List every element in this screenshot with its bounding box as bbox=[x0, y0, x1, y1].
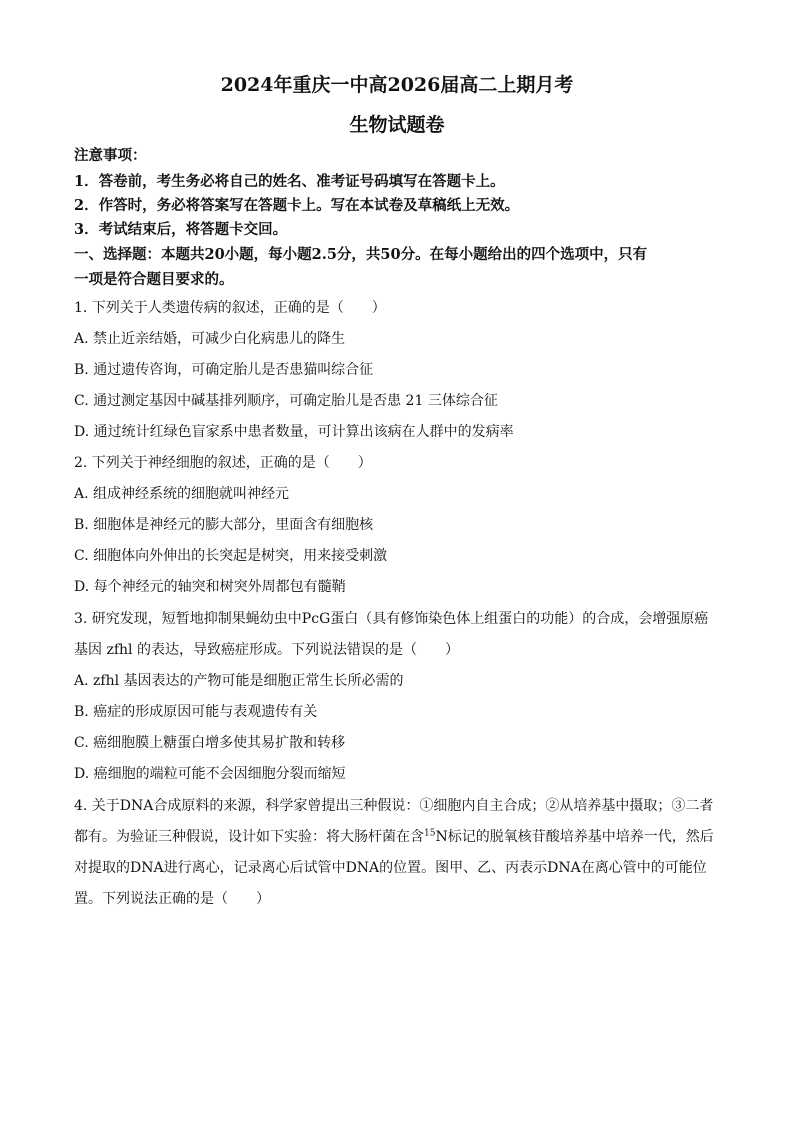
stem-text: 都有。为验证三种假说，设计如下实验：将大肠杆菌在含 bbox=[74, 829, 424, 845]
page-subtitle: 生物试题卷 bbox=[349, 114, 445, 136]
question-stem-cont bbox=[74, 827, 724, 847]
stem-text: N标记的脱氧核苷酸培养基中培养一代，然后 bbox=[435, 829, 714, 845]
question-option: A. zfhl 基因表达的产物可能是细胞正常生长所必需的 bbox=[74, 673, 404, 689]
question-stem-cont: 置。下列说法正确的是（ ） bbox=[74, 891, 270, 907]
question-stem: 1. 下列关于人类遗传病的叙述，正确的是（ ） bbox=[74, 300, 386, 316]
notice-item: 1．答卷前，考生务必将自己的姓名、准考证号码填写在答题卡上。 bbox=[74, 173, 505, 190]
question-option: B. 细胞体是神经元的膨大部分，里面含有细胞核 bbox=[74, 517, 374, 533]
question-stem-cont: 对提取的DNA进行离心，记录离心后试管中DNA的位置。图甲、乙、丙表示DNA在离心管中的可能位 bbox=[74, 860, 707, 876]
question-option: C. 细胞体向外伸出的长突起是树突，用来接受刺激 bbox=[74, 548, 388, 564]
question-option: C. 通过测定基因中碱基排列顺序，可确定胎儿是否患 21 三体综合征 bbox=[74, 393, 498, 409]
question-stem: 4. 关于DNA合成原料的来源，科学家曾提出三种假说：①细胞内自主合成；②从培养基中摄取；③二者 bbox=[74, 798, 714, 814]
isotope-mass-number: 15 bbox=[424, 828, 436, 839]
section-heading: 一、选择题：本题共20小题，每小题2.5分，共50分。在每小题给出的四个选项中，只有 bbox=[74, 246, 648, 263]
notice-item: 3．考试结束后，将答题卡交回。 bbox=[74, 221, 288, 238]
question-option: D. 癌细胞的端粒可能不会因细胞分裂而缩短 bbox=[74, 766, 346, 782]
question-option: B. 通过遗传咨询，可确定胎儿是否患猫叫综合征 bbox=[74, 362, 374, 378]
question-stem: 3. 研究发现，短暂地抑制果蝇幼虫中PcG蛋白（具有修饰染色体上组蛋白的功能）的合成，会增强原癌 bbox=[74, 611, 709, 627]
notice-heading: 注意事项： bbox=[74, 147, 147, 164]
question-stem: 2. 下列关于神经细胞的叙述，正确的是（ ） bbox=[74, 455, 372, 471]
question-stem-cont: 基因 zfhl 的表达，导致癌症形成。下列说法错误的是（ ） bbox=[74, 642, 459, 658]
question-option: D. 通过统计红绿色盲家系中患者数量，可计算出该病在人群中的发病率 bbox=[74, 424, 514, 440]
notice-item: 2．作答时，务必将答案写在答题卡上。写在本试卷及草稿纸上无效。 bbox=[74, 197, 520, 214]
question-option: C. 癌细胞膜上糖蛋白增多使其易扩散和转移 bbox=[74, 735, 346, 751]
question-option: A. 禁止近亲结婚，可减少白化病患儿的降生 bbox=[74, 331, 346, 347]
section-heading-cont: 一项是符合题目要求的。 bbox=[74, 271, 234, 288]
question-option: A. 组成神经系统的细胞就叫神经元 bbox=[74, 486, 290, 502]
question-option: B. 癌症的形成原因可能与表观遗传有关 bbox=[74, 704, 318, 720]
question-option: D. 每个神经元的轴突和树突外周都包有髓鞘 bbox=[74, 579, 346, 595]
page-title: 2024年重庆一中高2026届高二上期月考 bbox=[220, 74, 574, 96]
